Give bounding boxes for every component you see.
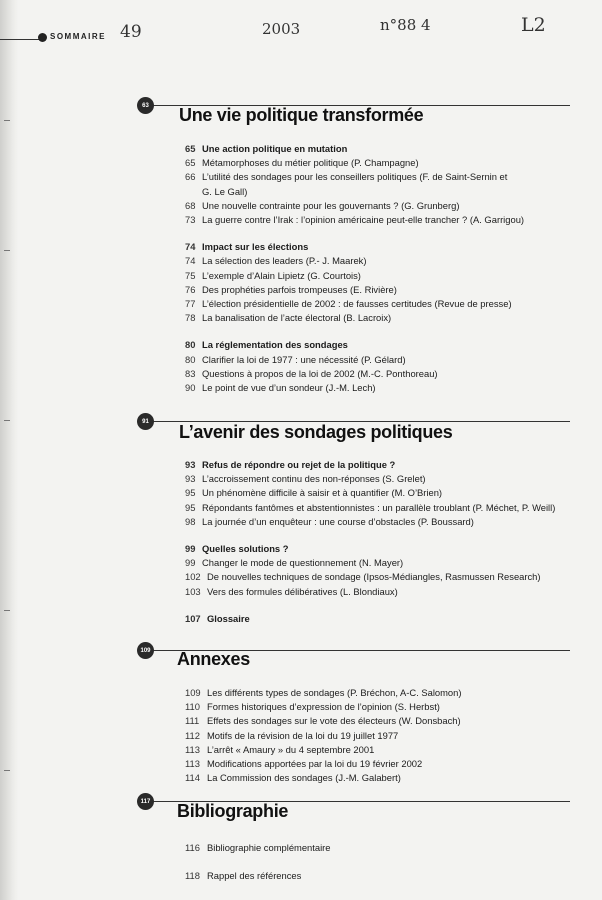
toc-entry[interactable]: 114 La Commission des sondages (J.-M. Galabert) <box>185 772 401 784</box>
toc-entry[interactable]: 102 De nouvelles techniques de sondage (Ipsos-Médiangles, Rasmussen Research) <box>185 571 541 583</box>
section-entries <box>185 686 575 785</box>
toc-entry[interactable]: 66 L’utilité des sondages pour les conseillers politiques (F. de Saint-Sernin et <box>185 171 508 183</box>
section-entries <box>185 458 575 626</box>
toc-entry[interactable]: 111 Effets des sondages sur le vote des électeurs (W. Donsbach) <box>185 715 461 727</box>
toc-entry-continuation: G. Le Gall) <box>202 185 248 197</box>
toc-entry[interactable]: 95 Répondants fantômes et abstentionnistes : un parallèle troublant (P. Méchet, P. Weill) <box>185 501 556 513</box>
toc-entry[interactable]: 113 Modifications apportées par la loi du 19 février 2002 <box>185 758 423 770</box>
handwritten-number: n°88 4 <box>380 16 431 34</box>
toc-entry[interactable]: 76 Des prophéties parfois trompeuses (E. Rivière) <box>185 283 397 295</box>
section-page-badge: 63 <box>137 97 154 114</box>
section-title: Bibliographie <box>177 801 289 821</box>
toc-entry[interactable]: 75 L’exemple d’Alain Lipietz (G. Courtois) <box>185 269 361 281</box>
header-bullet-icon <box>38 33 47 42</box>
toc-entry[interactable]: 90 Le point de vue d’un sondeur (J.-M. Lech) <box>185 382 376 394</box>
toc-entry[interactable]: 83 Questions à propos de la loi de 2002 (M.-C. Ponthoreau) <box>185 367 438 379</box>
toc-entry[interactable]: 103 Vers des formules délibératives (L. Blondiaux) <box>185 585 398 597</box>
binding-mark <box>4 420 10 421</box>
toc-entry[interactable]: 116 Bibliographie complémentaire <box>185 842 331 853</box>
group-heading[interactable]: 93 Refus de répondre ou rejet de la politique ? <box>185 459 396 470</box>
header-rule <box>0 39 42 40</box>
section-title: Annexes <box>177 649 250 669</box>
binding-mark <box>4 770 10 771</box>
toc-entry[interactable]: 77 L’élection présidentielle de 2002 : de fausses certitudes (Revue de presse) <box>185 298 512 310</box>
toc-entry[interactable]: 73 La guerre contre l’Irak : l’opinion américaine peut-elle trancher ? (A. Garrigou) <box>185 214 525 226</box>
toc-entry[interactable]: 65 Métamorphoses du métier politique (P. Champagne) <box>185 157 419 169</box>
toc-entry[interactable]: 112 Motifs de la révision de la loi du 19 juillet 1977 <box>185 729 399 741</box>
toc-entry[interactable]: 93 L’accroissement continu des non-réponses (S. Grelet) <box>185 473 426 485</box>
section-entries <box>185 142 575 395</box>
group-heading[interactable]: 65 Une action politique en mutation <box>185 143 348 154</box>
handwritten-year: 2003 <box>262 20 301 38</box>
group-heading[interactable]: 74 Impact sur les élections <box>185 241 309 253</box>
binding-mark <box>4 250 10 251</box>
handwritten-code: L2 <box>521 14 546 36</box>
section-page-badge: 91 <box>137 413 154 430</box>
group-heading[interactable]: 107 Glossaire <box>185 612 250 624</box>
page-binding-shadow <box>0 0 18 900</box>
section-title: L’avenir des sondages politiques <box>179 422 453 442</box>
toc-entry[interactable]: 113 L’arrêt « Amaury » du 4 septembre 2001 <box>185 743 375 755</box>
toc-entry[interactable]: 80 Clarifier la loi de 1977 : une nécessité (P. Gélard) <box>185 353 406 365</box>
section-page-badge: 109 <box>137 642 154 659</box>
section-page-badge: 117 <box>137 793 154 810</box>
binding-mark <box>4 120 10 121</box>
binding-mark <box>4 610 10 611</box>
toc-entry[interactable]: 99 Changer le mode de questionnement (N. Mayer) <box>185 557 404 569</box>
toc-entry[interactable]: 74 La sélection des leaders (P.- J. Maarek) <box>185 255 367 267</box>
group-heading[interactable]: 80 La réglementation des sondages <box>185 339 348 351</box>
toc-entry[interactable]: 95 Un phénomène difficile à saisir et à quantifier (M. O’Brien) <box>185 487 443 499</box>
toc-entry[interactable]: 98 La journée d’un enquêteur : une course d’obstacles (P. Boussard) <box>185 515 474 527</box>
toc-entry[interactable]: 68 Une nouvelle contrainte pour les gouvernants ? (G. Grunberg) <box>185 199 460 211</box>
toc-entry[interactable]: 110 Formes historiques d’expression de l’opinion (S. Herbst) <box>185 701 440 713</box>
toc-entry[interactable]: 109 Les différents types de sondages (P. Bréchon, A-C. Salomon) <box>185 687 462 698</box>
section-title: Une vie politique transformée <box>179 105 424 125</box>
section-entries <box>185 841 575 883</box>
group-heading[interactable]: 99 Quelles solutions ? <box>185 543 289 555</box>
toc-entry[interactable]: 118 Rappel des références <box>185 870 302 882</box>
handwritten-volume: 49 <box>120 22 142 42</box>
page-header-label: SOMMAIRE <box>50 32 106 41</box>
toc-entry[interactable]: 78 La banalisation de l’acte électoral (B. Lacroix) <box>185 312 392 324</box>
